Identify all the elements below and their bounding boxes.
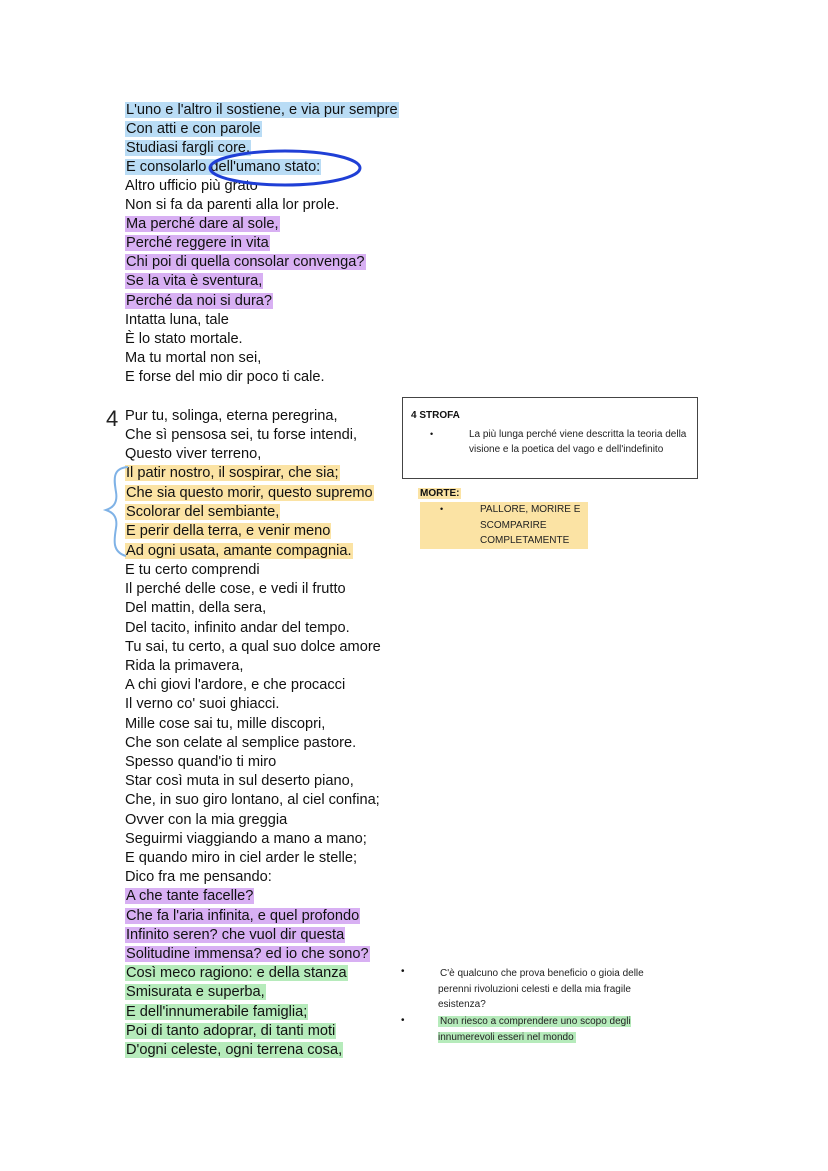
poem-line: Poi di tanto adoprar, di tanti moti xyxy=(126,1023,336,1039)
poem-line: Pur tu, solinga, eterna peregrina, xyxy=(125,408,338,424)
poem-line: D'ogni celeste, ogni terrena cosa, xyxy=(126,1042,343,1058)
bullet-icon: • xyxy=(440,504,444,514)
poem-line: A che tante facelle? xyxy=(126,888,254,904)
poem-line: E quando miro in ciel arder le stelle; xyxy=(125,850,357,866)
poem-line: Questo viver terreno, xyxy=(125,446,262,462)
poem-line: Seguirmi viaggiando a mano a mano; xyxy=(125,831,367,847)
bullet-icon: • xyxy=(401,1015,405,1026)
green-note-text: C'è qualcuno che prova beneficio o gioia delle perenni rivoluzioni celesti e della mia fragile esistenza? xyxy=(438,968,644,1010)
poem-line: Perché da noi si dura? xyxy=(126,293,273,309)
green-note-text: Non riesco a comprendere uno scopo degli innumerevoli esseri nel mondo xyxy=(438,1016,631,1043)
brace-icon xyxy=(106,467,128,556)
poem-line: Il perché delle cose, e vedi il frutto xyxy=(125,581,346,597)
poem-line: Star così muta in sul deserto piano, xyxy=(125,773,354,789)
poem-line: Infinito seren? che vuol dir questa xyxy=(126,927,345,943)
poem-line: Studiasi fargli core, xyxy=(126,140,251,156)
bullet-icon: • xyxy=(401,966,405,977)
poem-line: L'uno e l'altro il sostiene, e via pur sempre xyxy=(126,102,398,118)
poem-line: Intatta luna, tale xyxy=(125,312,229,328)
poem-line: E perir della terra, e venir meno xyxy=(126,523,331,539)
strofa-note-title: 4 STROFA xyxy=(411,410,460,421)
poem-line: Così meco ragiono: e della stanza xyxy=(126,965,347,981)
poem-line: Ma tu mortal non sei, xyxy=(125,350,262,366)
bullet-icon: • xyxy=(430,429,434,439)
poem-line: Che sì pensosa sei, tu forse intendi, xyxy=(125,427,358,443)
poem-line: A chi giovi l'ardore, e che procacci xyxy=(125,677,346,693)
circled-word-icon xyxy=(210,151,360,185)
strofa-note-text: La più lunga perché viene descritta la teoria della visione e la poetica del vago e dell'indefinito xyxy=(469,429,687,455)
poem-line: Dico fra me pensando: xyxy=(125,869,272,885)
morte-note-text: PALLORE, MORIRE E SCOMPARIRE COMPLETAMENTE xyxy=(420,502,588,549)
poem-line: Del tacito, infinito andar del tempo. xyxy=(125,620,350,636)
morte-note-title: MORTE: xyxy=(420,488,460,499)
poem-line: Il verno co' suoi ghiacci. xyxy=(125,696,280,712)
stanza-number: 4 xyxy=(106,406,119,431)
poem-line: Scolorar del sembiante, xyxy=(126,504,280,520)
poem-line: Rida la primavera, xyxy=(125,658,244,674)
poem-line: Se la vita è sventura, xyxy=(126,273,263,289)
poem-line: Smisurata e superba, xyxy=(126,984,265,1000)
poem-line: E forse del mio dir poco ti cale. xyxy=(125,369,325,385)
poem-line: E dell'innumerabile famiglia; xyxy=(126,1004,308,1020)
poem-line: Altro ufficio più grato xyxy=(125,178,258,194)
poem-line: Che, in suo giro lontano, al ciel confina; xyxy=(125,792,380,808)
poem-line: Che fa l'aria infinita, e quel profondo xyxy=(126,908,360,924)
poem-line: E consolarlo dell'umano stato: xyxy=(126,159,321,175)
poem-line: E tu certo comprendi xyxy=(125,562,260,578)
poem-line: Solitudine immensa? ed io che sono? xyxy=(126,946,369,962)
poem-line: Con atti e con parole xyxy=(126,121,261,137)
poem-line: Ad ogni usata, amante compagnia. xyxy=(126,543,352,559)
poem-line: Il patir nostro, il sospirar, che sia; xyxy=(126,465,339,481)
poem-line: Ovver con la mia greggia xyxy=(125,812,288,828)
poem-line: Spesso quand'io ti miro xyxy=(125,754,277,770)
poem-line: È lo stato mortale. xyxy=(125,331,243,347)
poem-line: Ma perché dare al sole, xyxy=(126,216,279,232)
poem-line: Mille cose sai tu, mille discopri, xyxy=(125,716,326,732)
poem-line: Perché reggere in vita xyxy=(126,235,269,251)
poem-line: Non si fa da parenti alla lor prole. xyxy=(125,197,340,213)
poem-line: Chi poi di quella consolar convenga? xyxy=(126,254,365,270)
poem-line: Che sia questo morir, questo supremo xyxy=(126,485,373,501)
poem-line: Tu sai, tu certo, a qual suo dolce amore xyxy=(125,639,381,655)
poem-line: Del mattin, della sera, xyxy=(125,600,267,616)
poem-line: Che son celate al semplice pastore. xyxy=(125,735,357,751)
